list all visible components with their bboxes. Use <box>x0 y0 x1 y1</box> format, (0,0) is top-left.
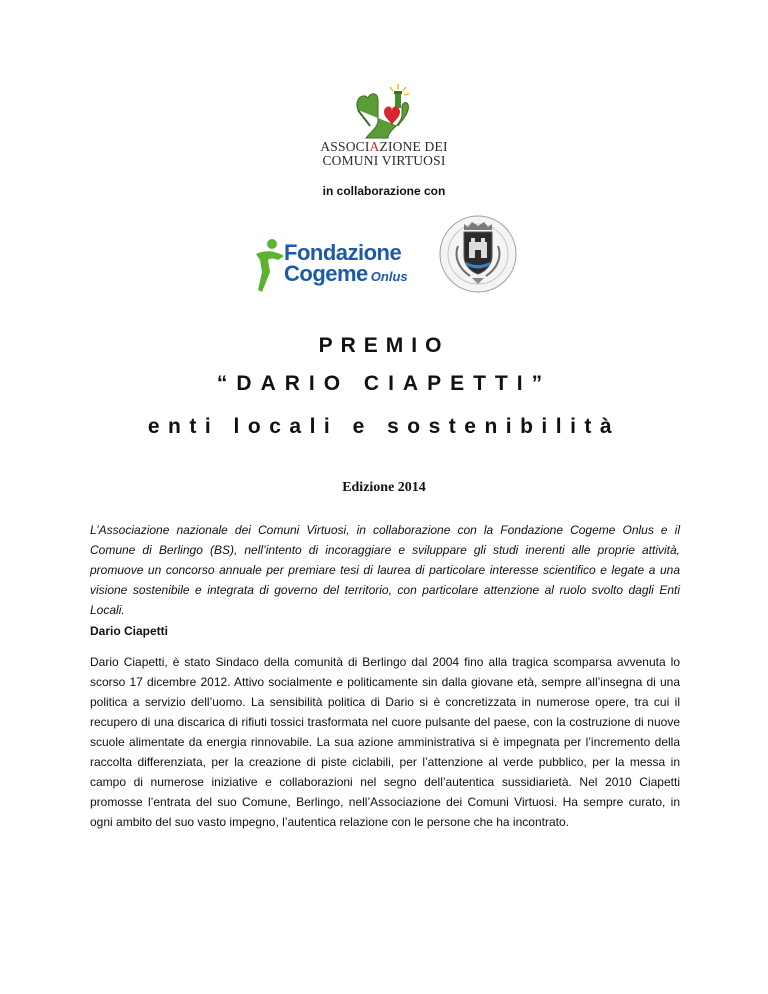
comune-berlingo-logo <box>438 212 518 296</box>
fondazione-name-line1: Fondazione <box>284 240 402 265</box>
hand-heart-logo-icon <box>348 82 420 140</box>
association-name: ASSOCIAZIONE DEI COMUNI VIRTUOSI <box>320 139 448 168</box>
section-heading: Dario Ciapetti <box>90 624 169 638</box>
association-logo <box>318 82 450 174</box>
intro-paragraph: L’Associazione nazionale dei Comuni Virtuosi, in collaborazione con la Fondazione Cogeme Onlus e il Comune di Berlingo (BS), nell’intento di incoraggiare e sviluppare gli studi inerenti alle proprie attività, promuove un concorso annuale per premiare tesi di laurea di particolare interesse scientifico e legate a una visione sostenibile e integrata di governo del territorio, con particolare attenzione al ruolo svolto dagli Enti Locali. <box>90 523 680 617</box>
fondazione-name-line2: Cogeme Onlus <box>284 261 408 286</box>
running-figure-logo-icon <box>254 236 288 296</box>
berlingo-coat-of-arms-icon <box>438 212 518 296</box>
title-premio: PREMIO <box>318 334 450 357</box>
bio-paragraph: Dario Ciapetti, è stato Sindaco della comunità di Berlingo dal 2004 fino alla tragica scomparsa avvenuta lo scorso 17 dicembre 2012. Attivo socialmente e politicamente sin dalla giovane età, sempre all’insegna di una politica a servizio dell’uomo. La sensibilità politica di Dario si è concretizzata in numerose opere, tra cui il recupero di una discarica di rifiuti tossici trasformata nel cuore pulsante del paese, con la costruzione di nuove scuole alimentate da energia rinnovabile. La sua azione amministrativa si è impegnata per l’incremento della raccolta differenziata, per la creazione di piste ciclabili, per l’attenzione al verde pubblico, per la messa in campo di numerose iniziative e collaborazioni nel segno dell’autentica sussidiarietà. Nel 2010 Ciapetti promosse l’entrata del suo Comune, Berlingo, nell’Associazione dei Comuni Virtuosi. Ha sempre curato, in ogni ambito del suo vasto impegno, l’autentica relazione con le persone che ha incontrato. <box>90 655 680 829</box>
edition-label: Edizione 2014 <box>342 480 426 495</box>
title-subtitle: enti locali e sostenibilità <box>147 415 621 438</box>
title-dario-ciapetti: “DARIO CIAPETTI” <box>216 372 552 395</box>
collaboration-label: in collaborazione con <box>322 184 446 198</box>
fondazione-cogeme-logo <box>254 236 429 296</box>
